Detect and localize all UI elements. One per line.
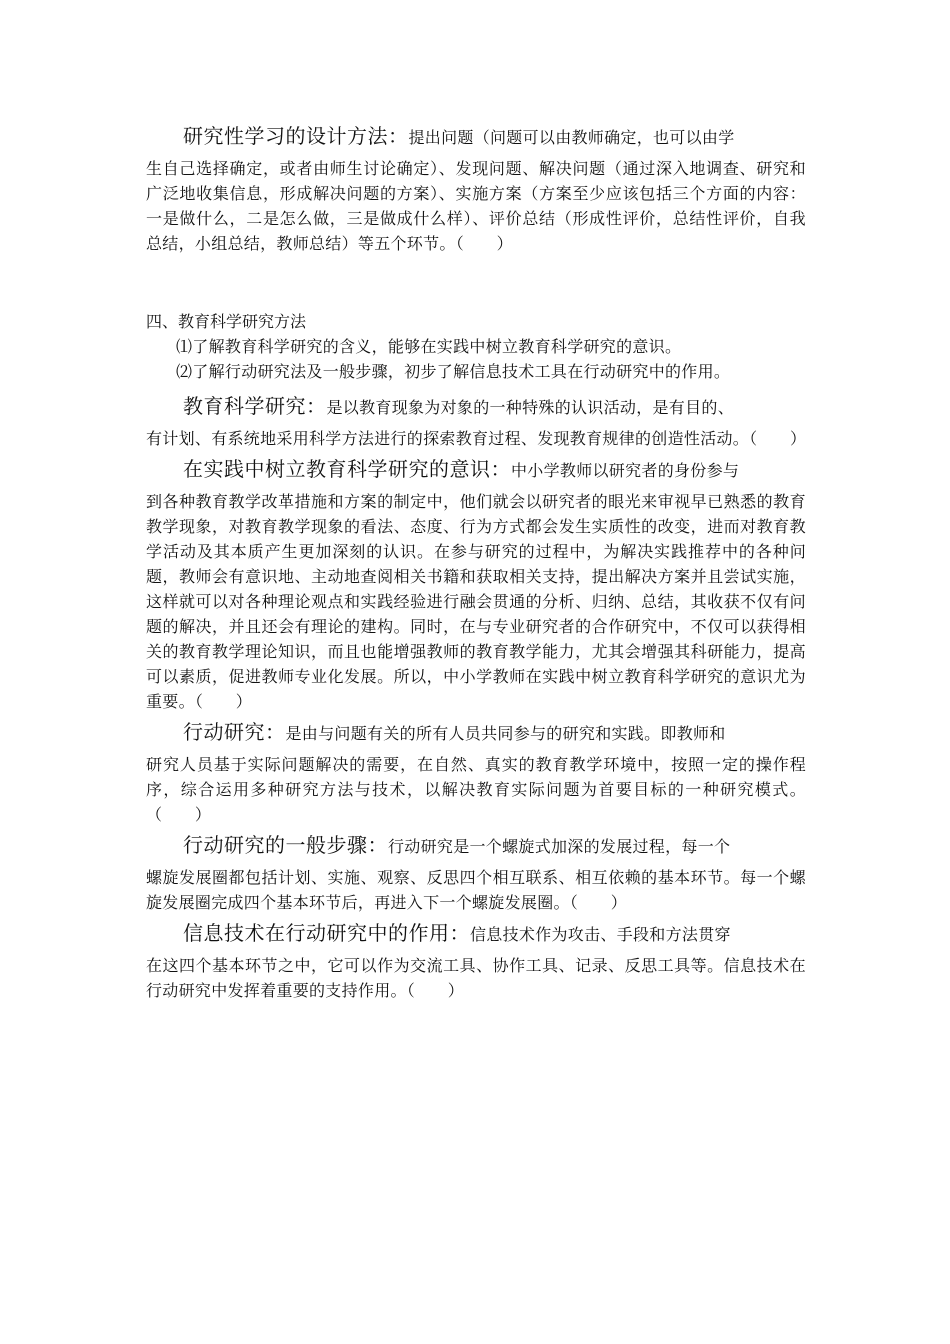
paragraph-text: 在这四个基本环节之中，它可以作为交流工具、协作工具、记录、反思工具等。信息技术在行动研究中发挥着重要的支持作用。（ ） [146,956,806,1000]
paragraph-text: 中小学教师以研究者的身份参与 [511,461,740,480]
objective-item-1: ⑴了解教育科学研究的含义，能够在实践中树立教育科学研究的意识。 [176,337,682,356]
paragraph-text: 生自己选择确定，或者由师生讨论确定）、发现问题、解决问题（通过深入地调查、研究和广泛地收集信息，形成解决问题的方案）、实施方案（方案至少应该包括三个方面的内容：一是做什么，二是怎么做，三是做成什么样）、评价总结（形成性评价，总结性评价，自我总结，小组总结，教师总结）等五个环节。（ ） [146,159,806,253]
term-heading: 行动研究： [183,720,286,744]
paragraph-first-line [146,915,806,953]
paragraph-text: 研究人员基于实际问题解决的需要，在自然、真实的教育教学环境中，按照一定的操作程序，综合运用多种研究方法与技术，以解决教育实际问题为首要目标的一种研究模式。（ ） [146,755,806,824]
paragraph-educational-research [146,388,806,451]
paragraph-first-line [146,388,806,426]
term-heading: 信息技术在行动研究中的作用： [183,921,470,945]
term-heading: 行动研究的一般步骤： [183,833,388,857]
paragraph-text: 有计划、有系统地采用科学方法进行的探索教育过程、发现教育规律的创造性活动。（ ） [146,429,807,448]
term-heading: 研究性学习的设计方法： [183,124,409,148]
paragraph-first-line [146,118,806,156]
paragraph-action-research-steps [146,827,806,915]
paragraph-text: 是以教育现象为对象的一种特殊的认识活动，是有目的、 [326,398,735,417]
document-page [146,118,806,1003]
paragraph-research-learning-design [146,118,806,256]
objective-item-2: ⑵了解行动研究法及一般步骤，初步了解信息技术工具在行动研究中的作用。 [176,362,731,381]
paragraph-text: 行动研究是一个螺旋式加深的发展过程，每一个 [388,837,731,856]
paragraph-first-line [146,714,806,752]
paragraph-first-line [146,451,806,489]
paragraph-text: 是由与问题有关的所有人员共同参与的研究和实践。即教师和 [285,724,726,743]
paragraph-text: 信息技术作为攻击、手段和方法贯穿 [470,925,731,944]
paragraph-text: 提出问题（问题可以由教师确定，也可以由学 [408,128,735,147]
paragraph-text: 螺旋发展圈都包括计划、实施、观察、反思四个相互联系、相互依赖的基本环节。每一个螺旋发展圈完成四个基本环节后，再进入下一个螺旋发展圈。（ ） [146,868,806,912]
paragraph-action-research [146,714,806,827]
paragraph-research-awareness [146,451,806,714]
term-heading: 教育科学研究： [183,394,327,418]
section-heading: 四、教育科学研究方法 [146,312,307,331]
paragraph-first-line [146,827,806,865]
paragraph-text: 到各种教育教学改革措施和方案的制定中，他们就会以研究者的眼光来审视早已熟悉的教育教学现象，对教育教学现象的看法、态度、行为方式都会发生实质性的改变，进而对教育教学活动及其本质产生更加深刻的认识。在参与研究的过程中，为解决实践推荐中的各种问题，教师会有意识地、主动地查阅相关书籍和获取相关支持，提出解决方案并且尝试实施，这样就可以对各种理论观点和实践经验进行融会贯通的分析、归纳、总结，其收获不仅有问题的解决，并且还会有理论的建构。同时，在与专业研究者的合作研究中，不仅可以获得相关的教育教学理论知识，而且也能增强教师的教育教学能力，尤其会增强其科研能力，提高可以素质，促进教师专业化发展。所以，中小学教师在实践中树立教育科学研究的意识尤为重要。（ ） [146,492,806,711]
term-heading: 在实践中树立教育科学研究的意识： [183,457,511,481]
paragraph-it-role [146,915,806,1003]
